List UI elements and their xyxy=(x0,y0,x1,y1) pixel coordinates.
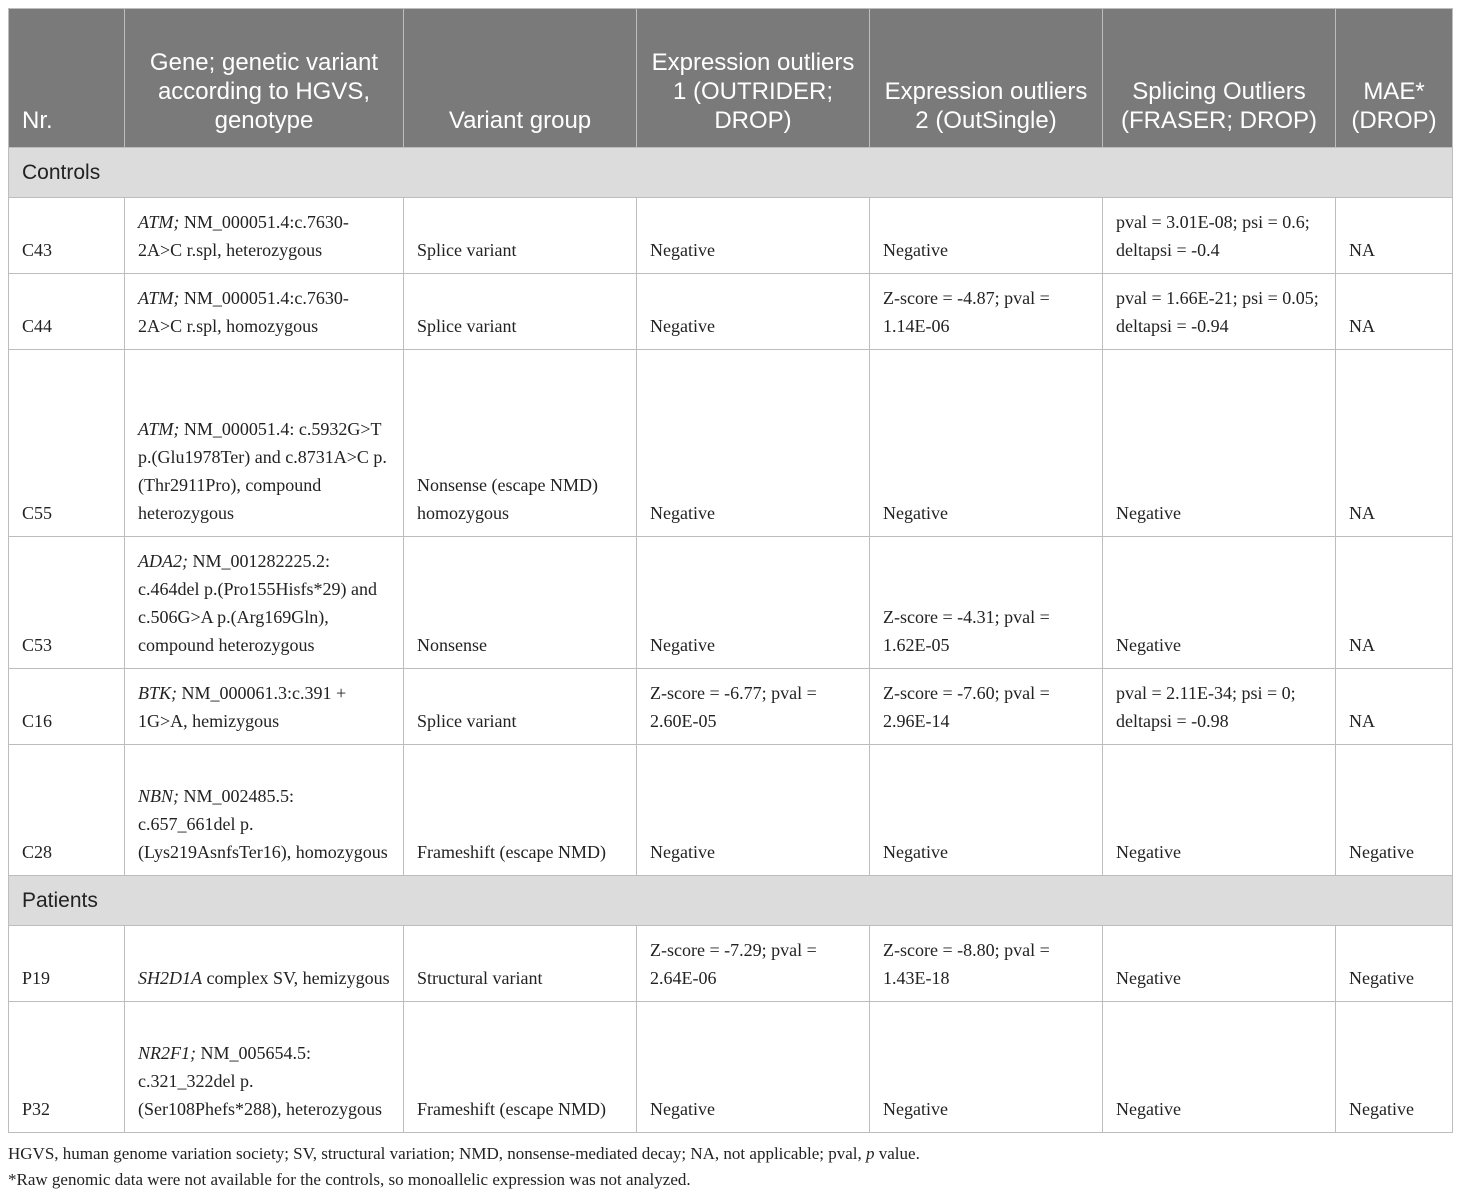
cell-gene-variant xyxy=(125,350,404,537)
cell-gene-variant xyxy=(125,669,404,745)
cell-expr2: Negative xyxy=(870,745,1103,876)
cell-nr: C44 xyxy=(9,274,125,350)
cell-expr1: Negative xyxy=(637,274,870,350)
cell-expr2: Z-score = -4.87; pval = 1.14E-06 xyxy=(870,274,1103,350)
group-row-patients xyxy=(9,876,1453,926)
footnote-mae: *Raw genomic data were not available for the controls, so monoallelic expression was not analyzed. xyxy=(8,1170,691,1189)
cell-mae: NA xyxy=(1336,537,1453,669)
table-footnotes xyxy=(8,1141,1452,1193)
table-row xyxy=(9,198,1453,274)
cell-variant-group: Nonsense (escape NMD) homozygous xyxy=(404,350,637,537)
header-mae: MAE* (DROP) xyxy=(1336,9,1453,148)
footnote-italic-p: p xyxy=(866,1144,875,1163)
cell-splicing: Negative xyxy=(1103,745,1336,876)
gene-name: BTK; xyxy=(138,683,178,703)
cell-variant-group: Splice variant xyxy=(404,198,637,274)
variant-text: NM_000051.4:c.7630-2A>C r.spl, homozygous xyxy=(138,288,349,336)
cell-variant-group: Splice variant xyxy=(404,274,637,350)
gene-name: NR2F1; xyxy=(138,1043,196,1063)
cell-nr: C16 xyxy=(9,669,125,745)
table-row xyxy=(9,926,1453,1002)
results-table xyxy=(8,8,1453,1133)
cell-expr2: Z-score = -4.31; pval = 1.62E-05 xyxy=(870,537,1103,669)
cell-splicing: Negative xyxy=(1103,537,1336,669)
cell-expr2: Negative xyxy=(870,198,1103,274)
variant-text: NM_001282225.2: c.464del p.(Pro155Hisfs*29) and c.506G>A p.(Arg169Gln), compound heterozygous xyxy=(138,551,377,655)
cell-mae: Negative xyxy=(1336,926,1453,1002)
cell-nr: C43 xyxy=(9,198,125,274)
cell-mae: NA xyxy=(1336,350,1453,537)
table-row xyxy=(9,745,1453,876)
variant-text: complex SV, hemizygous xyxy=(206,968,390,988)
cell-mae: Negative xyxy=(1336,1002,1453,1133)
variant-text: NM_000051.4:c.7630-2A>C r.spl, heterozygous xyxy=(138,212,349,260)
cell-expr2: Negative xyxy=(870,1002,1103,1133)
variant-text: NM_000061.3:c.391 + 1G>A, hemizygous xyxy=(138,683,347,731)
cell-nr: P32 xyxy=(9,1002,125,1133)
table-row xyxy=(9,350,1453,537)
cell-gene-variant xyxy=(125,274,404,350)
cell-splicing: Negative xyxy=(1103,926,1336,1002)
footnote-text-end: value. xyxy=(874,1144,920,1163)
gene-name: NBN; xyxy=(138,786,180,806)
header-row xyxy=(9,9,1453,148)
group-row-controls xyxy=(9,148,1453,198)
table-row xyxy=(9,537,1453,669)
cell-splicing: Negative xyxy=(1103,1002,1336,1133)
cell-expr1: Negative xyxy=(637,350,870,537)
cell-variant-group: Nonsense xyxy=(404,537,637,669)
header-variant-group: Variant group xyxy=(404,9,637,148)
gene-name: ATM; xyxy=(138,419,180,439)
cell-expr1: Negative xyxy=(637,1002,870,1133)
cell-splicing: Negative xyxy=(1103,350,1336,537)
group-label: Controls xyxy=(9,148,1453,198)
gene-name: SH2D1A xyxy=(138,968,202,988)
cell-variant-group: Frameshift (escape NMD) xyxy=(404,1002,637,1133)
cell-splicing: pval = 2.11E-34; psi = 0; deltapsi = -0.98 xyxy=(1103,669,1336,745)
cell-variant-group: Structural variant xyxy=(404,926,637,1002)
gene-name: ADA2; xyxy=(138,551,188,571)
cell-expr1: Negative xyxy=(637,537,870,669)
cell-nr: C28 xyxy=(9,745,125,876)
header-expression-outliers-2: Expression outliers 2 (OutSingle) xyxy=(870,9,1103,148)
header-expression-outliers-1: Expression outliers 1 (OUTRIDER; DROP) xyxy=(637,9,870,148)
cell-expr1: Z-score = -7.29; pval = 2.64E-06 xyxy=(637,926,870,1002)
cell-variant-group: Splice variant xyxy=(404,669,637,745)
cell-gene-variant xyxy=(125,745,404,876)
cell-mae: Negative xyxy=(1336,745,1453,876)
cell-expr2: Z-score = -8.80; pval = 1.43E-18 xyxy=(870,926,1103,1002)
cell-mae: NA xyxy=(1336,198,1453,274)
cell-expr1: Z-score = -6.77; pval = 2.60E-05 xyxy=(637,669,870,745)
footnote-text: HGVS, human genome variation society; SV, structural variation; NMD, nonsense-mediated decay; NA, not applicable; pval, xyxy=(8,1144,866,1163)
table-row xyxy=(9,669,1453,745)
variant-text: NM_000051.4: c.5932G>T p.(Glu1978Ter) and c.8731A>C p.(Thr2911Pro), compound heterozygous xyxy=(138,419,387,523)
cell-nr: P19 xyxy=(9,926,125,1002)
table-container xyxy=(8,8,1452,1193)
group-label: Patients xyxy=(9,876,1453,926)
cell-gene-variant xyxy=(125,537,404,669)
cell-splicing: pval = 3.01E-08; psi = 0.6; deltapsi = -0.4 xyxy=(1103,198,1336,274)
table-row xyxy=(9,274,1453,350)
cell-gene-variant xyxy=(125,1002,404,1133)
footnote-abbreviations xyxy=(8,1141,1452,1167)
cell-gene-variant xyxy=(125,198,404,274)
cell-gene-variant xyxy=(125,926,404,1002)
cell-nr: C55 xyxy=(9,350,125,537)
cell-expr1: Negative xyxy=(637,198,870,274)
header-gene: Gene; genetic variant according to HGVS, genotype xyxy=(125,9,404,148)
gene-name: ATM; xyxy=(138,288,180,308)
gene-name: ATM; xyxy=(138,212,180,232)
variant-text: NM_002485.5: c.657_661del p.(Lys219AsnfsTer16), homozygous xyxy=(138,786,388,862)
variant-text: NM_005654.5: c.321_322del p.(Ser108Phefs*288), heterozygous xyxy=(138,1043,382,1119)
cell-expr2: Z-score = -7.60; pval = 2.96E-14 xyxy=(870,669,1103,745)
cell-nr: C53 xyxy=(9,537,125,669)
cell-variant-group: Frameshift (escape NMD) xyxy=(404,745,637,876)
header-splicing-outliers: Splicing Outliers (FRASER; DROP) xyxy=(1103,9,1336,148)
table-row xyxy=(9,1002,1453,1133)
header-nr: Nr. xyxy=(9,9,125,148)
cell-splicing: pval = 1.66E-21; psi = 0.05; deltapsi = -0.94 xyxy=(1103,274,1336,350)
cell-mae: NA xyxy=(1336,274,1453,350)
cell-expr2: Negative xyxy=(870,350,1103,537)
cell-mae: NA xyxy=(1336,669,1453,745)
cell-expr1: Negative xyxy=(637,745,870,876)
